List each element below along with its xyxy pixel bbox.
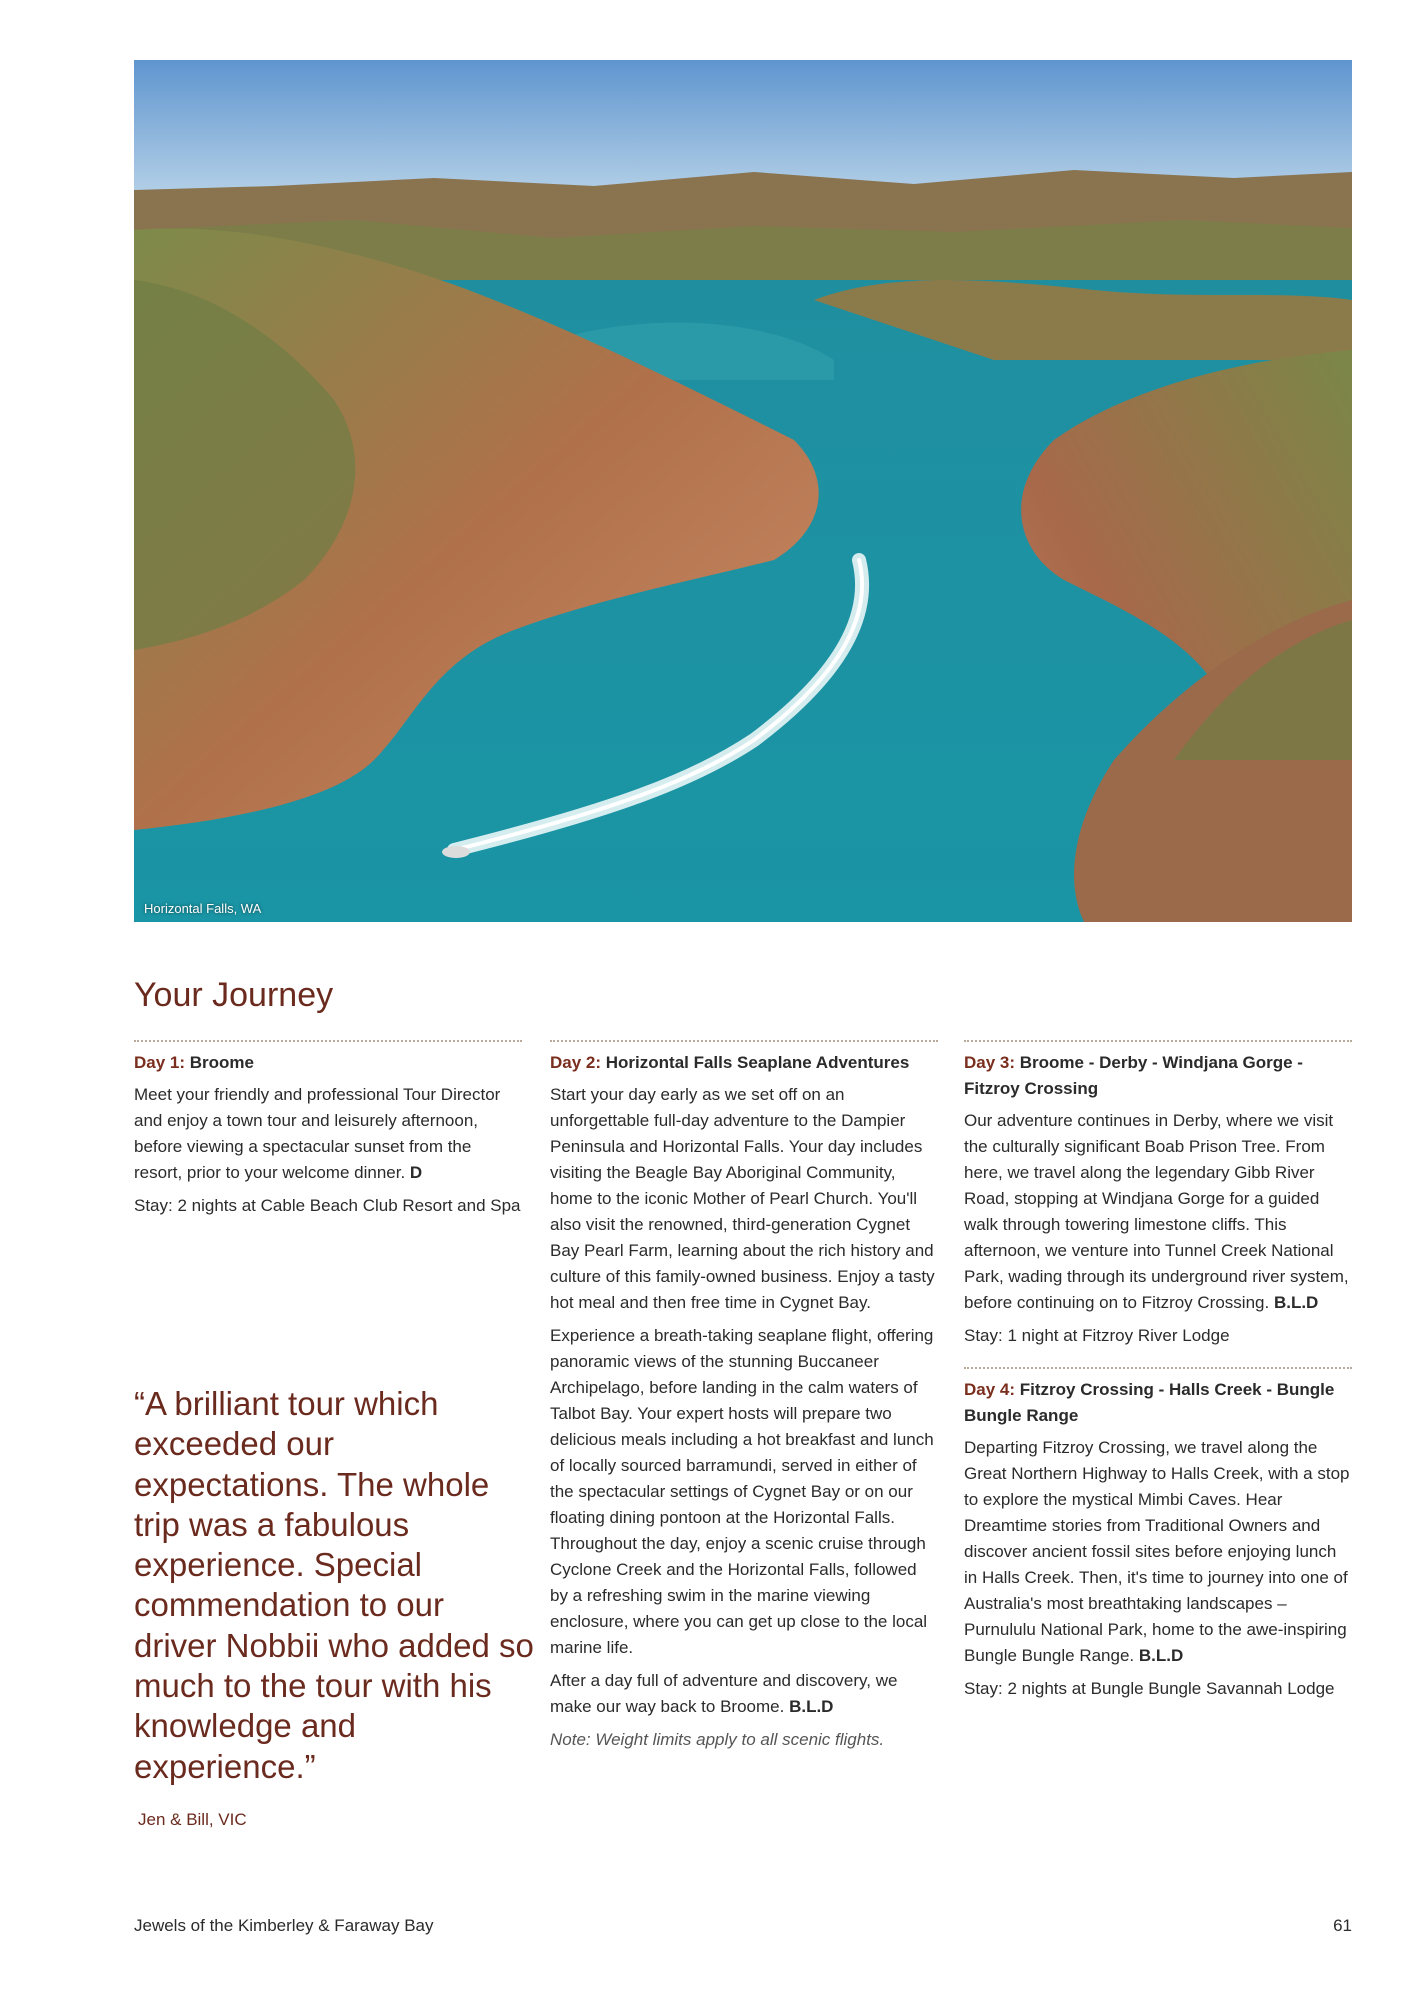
itinerary-column-2 [550, 1040, 938, 1753]
dotted-divider [134, 1040, 522, 1042]
day-2-title: Horizontal Falls Seaplane Adventures [605, 1053, 910, 1072]
day-1-description [134, 1082, 522, 1186]
page-number: 61 [1333, 1916, 1352, 1935]
day-3-heading [964, 1050, 1352, 1102]
day-1-label: Day 1: [134, 1053, 186, 1072]
day-1-heading [134, 1050, 522, 1076]
day-3-label: Day 3: [964, 1053, 1016, 1072]
dotted-divider [964, 1040, 1352, 1042]
testimonial-quote: “A brilliant tour which exceeded our expectations. The whole trip was a fabulous experience. Special commendation to our driver Nobbii who added so much to the tour with his knowledge and experience.” [134, 1385, 534, 1785]
day-4-label: Day 4: [964, 1380, 1016, 1399]
footer-title: Jewels of the Kimberley & Faraway Bay [134, 1916, 434, 1935]
day-3-stay: Stay: 1 night at Fitzroy River Lodge [964, 1326, 1230, 1345]
dotted-divider [550, 1040, 938, 1042]
day-2-note: Note: Weight limits apply to all scenic flights. [550, 1730, 885, 1749]
day-1-title: Broome [189, 1053, 254, 1072]
day-1-text: Meet your friendly and professional Tour Director and enjoy a town tour and leisurely afternoon, before viewing a spectacular sunset from the resort, prior to your welcome dinner. [134, 1085, 501, 1182]
day-4-stay: Stay: 2 nights at Bungle Bungle Savannah Lodge [964, 1679, 1335, 1698]
itinerary-column-1 [134, 1040, 522, 1226]
day-3-title: Broome - Derby - Windjana Gorge - Fitzroy Crossing [964, 1053, 1303, 1098]
section-title: Your Journey [134, 976, 334, 1014]
day-4-description [964, 1435, 1352, 1669]
testimonial-author: Jen & Bill, VIC [138, 1810, 247, 1829]
horizontal-falls-illustration [134, 60, 1352, 922]
day-2-label: Day 2: [550, 1053, 602, 1072]
day-1-meals: D [409, 1163, 423, 1182]
day-3-meals: B.L.D [1273, 1293, 1319, 1312]
day-1-stay: Stay: 2 nights at Cable Beach Club Resort and Spa [134, 1196, 521, 1215]
day-2-heading [550, 1050, 938, 1076]
day-3-text: Our adventure continues in Derby, where we visit the culturally significant Boab Prison Tree. From here, we travel along the legendary Gibb River Road, stopping at Windjana Gorge for a guided walk through towering limestone cliffs. This afternoon, we venture into Tunnel Creek National Park, wading through its underground river system, before continuing on to Fitzroy Crossing. [964, 1111, 1349, 1312]
day-4-meals: B.L.D [1138, 1646, 1184, 1665]
day-2-paragraph-3 [550, 1668, 938, 1720]
itinerary-column-3 [964, 1040, 1352, 1709]
day-2-paragraph-1: Start your day early as we set off on an unforgettable full-day adventure to the Dampier Peninsula and Horizontal Falls. Your day includes visiting the Beagle Bay Aboriginal Community, home to the iconic Mother of Pearl Church. You'll also visit the renowned, third-generation Cygnet Bay Pearl Farm, learning about the rich history and culture of this family-owned business. Enjoy a tasty hot meal and then free time in Cygnet Bay. [550, 1085, 935, 1312]
dotted-divider [964, 1367, 1352, 1369]
day-4-text: Departing Fitzroy Crossing, we travel along the Great Northern Highway to Halls Creek, with a stop to explore the mystical Mimbi Caves. Hear Dreamtime stories from Traditional Owners and discover ancient fossil sites before enjoying lunch in Halls Creek. Then, it's time to journey into one of Australia's most breathtaking landscapes – Purnululu National Park, home to the awe-inspiring Bungle Bungle Range. [964, 1438, 1350, 1665]
day-3-description [964, 1108, 1352, 1316]
day-2-paragraph-2: Experience a breath-taking seaplane flight, offering panoramic views of the stunning Buccaneer Archipelago, before landing in the calm waters of Talbot Bay. Your expert hosts will prepare two delicious meals including a hot breakfast and lunch of locally sourced barramundi, served in either of the spectacular settings of Cygnet Bay or on our floating dining pontoon at the Horizontal Falls. Throughout the day, enjoy a scenic cruise through Cyclone Creek and the Horizontal Falls, followed by a refreshing swim in the marine viewing enclosure, where you can get up close to the local marine life. [550, 1326, 934, 1657]
day-4-heading [964, 1377, 1352, 1429]
hero-photo [134, 60, 1352, 922]
day-2-meals: B.L.D [789, 1697, 834, 1716]
photo-caption: Horizontal Falls, WA [144, 901, 262, 916]
day-2-text: After a day full of adventure and discovery, we make our way back to Broome. [550, 1671, 898, 1716]
day-4-title: Fitzroy Crossing - Halls Creek - Bungle Bungle Range [964, 1380, 1335, 1425]
